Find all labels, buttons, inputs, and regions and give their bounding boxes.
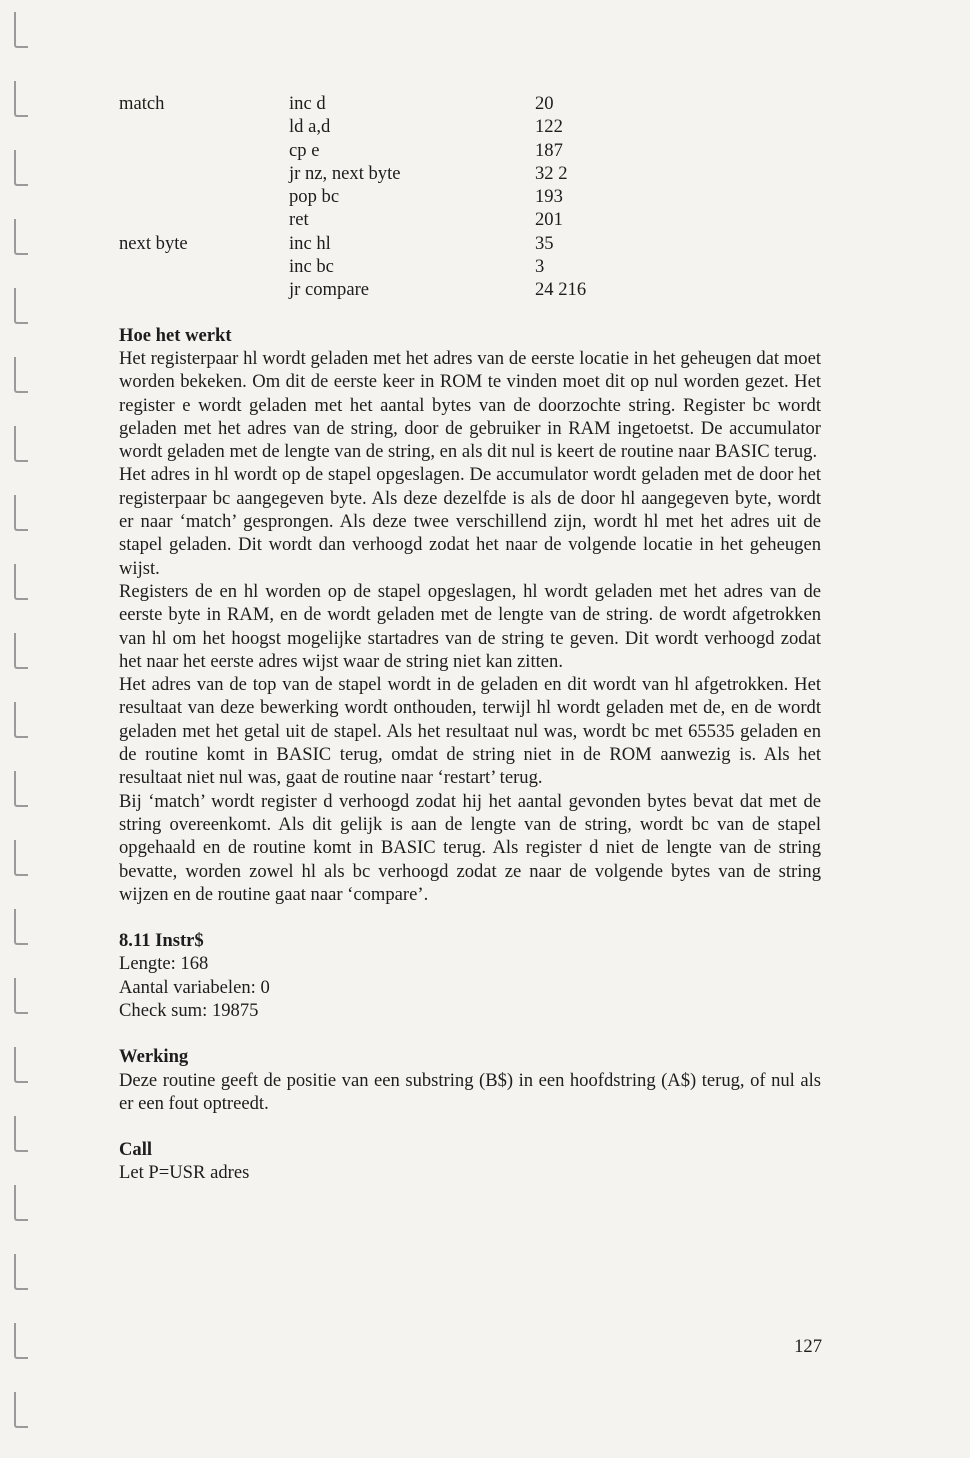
call-heading: Call: [119, 1139, 153, 1161]
binding-ring: [14, 909, 28, 945]
code-instruction: inc hl: [289, 232, 331, 254]
code-row: [119, 255, 735, 278]
code-instruction: cp e: [289, 139, 320, 161]
code-label: [119, 185, 289, 208]
call-text: Let P=USR adres: [119, 1162, 250, 1184]
code-bytes: 32 2: [535, 162, 568, 184]
code-row: [119, 115, 735, 138]
binding-ring: [14, 1047, 28, 1083]
binding-ring: [14, 771, 28, 807]
assembly-listing: [119, 92, 735, 302]
binding-ring: [14, 702, 28, 738]
code-instruction: pop bc: [289, 186, 340, 208]
page-number: 127: [794, 1336, 822, 1357]
page-content: [119, 92, 821, 1185]
code-bytes: 20: [535, 93, 554, 114]
binding-ring: [14, 288, 28, 324]
length-line: Lengte: 168: [119, 953, 209, 975]
binding-ring: [14, 633, 28, 669]
binding-ring: [14, 1392, 28, 1428]
binding-ring: [14, 564, 28, 600]
code-instruction: inc d: [289, 93, 326, 114]
code-label: [119, 115, 289, 138]
code-bytes: 193: [535, 186, 563, 208]
code-label: [119, 139, 289, 162]
binding-ring: [14, 1254, 28, 1290]
binding-ring: [14, 978, 28, 1014]
binding-ring: [14, 1323, 28, 1359]
variables-line: Aantal variabelen: 0: [119, 976, 270, 998]
code-label: [119, 208, 289, 231]
checksum-line: Check sum: 19875: [119, 999, 259, 1021]
paragraph: Het registerpaar hl wordt geladen met het adres van de eerste locatie in het geheugen dat moet worden bekeken. Om dit de eerste keer in ROM te vinden moet dit op nul worden gezet. Het register e wordt geladen met het aantal bytes van de doorzochte string. Register bc wordt geladen met het adres van de string, door de gebruiker in RAM ingetoetst. De accumulator wordt geladen met de lengte van de string, en als dit nul is keert de routine naar BASIC terug.: [119, 347, 821, 463]
code-label: [119, 278, 289, 301]
code-bytes: 3: [535, 256, 545, 278]
werking-heading: Werking: [119, 1046, 189, 1068]
code-instruction: ret: [289, 209, 309, 231]
binding-ring: [14, 1185, 28, 1221]
code-row: [119, 232, 735, 255]
binding-ring: [14, 840, 28, 876]
code-row: [119, 278, 735, 301]
code-bytes: 35: [535, 232, 554, 254]
paragraph: Registers de en hl worden op de stapel opgeslagen, hl wordt geladen met het adres van de eerste byte in RAM, en de wordt geladen met de lengte van de string. de wordt afgetrokken van hl om het hoogst mogelijke startadres van de string te geven. Dit wordt verhoogd zodat het naar het eerste adres wijst waar de string niet kan zitten.: [119, 580, 821, 672]
code-instruction: jr compare: [289, 279, 370, 301]
code-instruction: ld a,d: [289, 116, 331, 138]
code-label: next byte: [119, 232, 188, 254]
code-row: [119, 208, 735, 231]
code-label: [119, 162, 289, 185]
spiral-binding: [0, 0, 40, 1458]
binding-ring: [14, 81, 28, 117]
how-it-works-heading: Hoe het werkt: [119, 324, 232, 346]
binding-ring: [14, 357, 28, 393]
code-bytes: 201: [535, 209, 563, 231]
binding-ring: [14, 495, 28, 531]
code-bytes: 24 216: [535, 279, 587, 301]
binding-ring: [14, 1116, 28, 1152]
code-row: [119, 185, 735, 208]
binding-ring: [14, 219, 28, 255]
code-label: match: [119, 93, 165, 114]
binding-ring: [14, 150, 28, 186]
paragraph: Bij ‘match’ wordt register d verhoogd zodat hij het aantal gevonden bytes bevat dat met de string overeenkomt. Als dit gelijk is aan de lengte van de string, wordt bc van de stapel opgehaald en de routine komt in BASIC terug. Als register d niet de lengte van de string bevatte, worden zowel hl als bc verhoogd zodat ze naar de volgende bytes van de string wijzen en de routine gaat naar ‘compare’.: [119, 790, 821, 905]
paragraph: Het adres van de top van de stapel wordt in de geladen en dit wordt van hl afgetrokken. Het resultaat van deze bewerking wordt onthouden, terwijl hl wordt geladen met de, en de wordt geladen met het getal uit de stapel. Als het resultaat nul was, wordt bc met 65535 geladen en de routine komt in BASIC terug, omdat de string niet in de ROM aanwezig is. Als het resultaat niet nul was, gaat de routine naar ‘restart’ terug.: [119, 674, 821, 789]
code-instruction: jr nz, next byte: [289, 162, 401, 184]
binding-ring: [14, 12, 28, 48]
code-row: [119, 162, 735, 185]
binding-ring: [14, 426, 28, 462]
code-row: [119, 139, 735, 162]
code-bytes: 187: [535, 139, 563, 161]
section-heading: 8.11 Instr$: [119, 930, 204, 952]
paragraph: Het adres in hl wordt op de stapel opgeslagen. De accumulator wordt geladen met de door het registerpaar bc aangegeven byte. Als deze dezelfde is als de door hl aangegeven byte, wordt er naar ‘match’ gesprongen. Als deze twee verschillend zijn, wordt hl met het adres uit de stapel geladen. Dit wordt dan verhoogd zodat het naar de volgende locatie in het geheugen wijst.: [119, 464, 821, 579]
code-instruction: inc bc: [289, 256, 334, 278]
werking-text: Deze routine geeft de positie van een substring (B$) in een hoofdstring (A$) terug, of nul als er een fout optreedt.: [119, 1069, 821, 1114]
code-bytes: 122: [535, 116, 563, 138]
code-row: [119, 92, 735, 115]
code-label: [119, 255, 289, 278]
